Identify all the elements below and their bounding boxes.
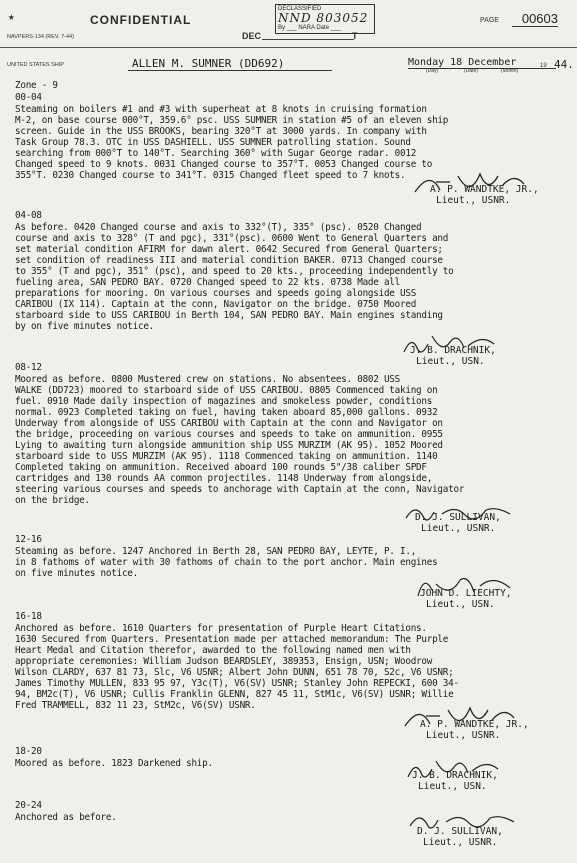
log-line: Anchored as before. 1610 Quarters for presentation of Purple Heart Citations.	[15, 623, 427, 634]
log-line: normal. 0923 Completed taking on fuel, having taken aboard 85,000 gallons. 0932	[15, 407, 438, 418]
log-line: Changed speed to 9 knots. 0031 Changed course to 357°T. 0053 Changed course to	[15, 159, 433, 170]
watch-header: 08-12	[15, 362, 42, 373]
log-line: set condition of readiness III and material condition BAKER. 0713 Changed course	[15, 255, 443, 266]
log-line: Underway from alongside of USS CARIBOU with Captain at the conn and Navigator on	[15, 418, 443, 429]
signature-rank: Lieut., USNR.	[426, 730, 501, 741]
log-line: Task Group 78.3. OTC in USS DASHIELL. USS SUMNER patrolling station. Sound	[15, 137, 411, 148]
watch-header: 20-24	[15, 800, 42, 811]
log-line: appropriate ceremonies: William Judson BEARDSLEY, 389353, Ensign, USN; Woodrow	[15, 656, 433, 667]
month-label: (Month)	[501, 68, 519, 74]
log-line: Completed taking on ammunition. Received aboard 100 rounds 5"/38 caliber SPDF	[15, 462, 427, 473]
signature-name: D. J. SULLIVAN,	[415, 512, 501, 523]
form-number: NAVPERS-134 (REV. 7-44)	[7, 34, 74, 40]
watch-header: 16-18	[15, 611, 42, 622]
signature-rank: Lieut., USNR.	[421, 523, 496, 534]
log-line: Steaming as before. 1247 Anchored in Berth 28, SAN PEDRO BAY, LEYTE, P. I.,	[15, 546, 417, 557]
log-line: on five minutes notice.	[15, 568, 138, 579]
watch-header: 18-20	[15, 746, 42, 757]
log-line: to 355° (T and pgc), 351° (psc), and speed to 20 kts., proceeding independently to	[15, 266, 454, 277]
signature-rank: Lieut., USN.	[426, 599, 495, 610]
log-line: course and axis to 328° (T and pgc), 331°(psc). 0600 Went to General Quarters and	[15, 233, 449, 244]
page-number: 00603	[512, 11, 558, 27]
log-line: in 8 fathoms of water with 30 fathoms of chain to the port anchor. Main engines	[15, 557, 438, 568]
log-line: CARIBOU (IX 114). Captain at the conn, Navigator on the bridge. 0750 Moored	[15, 299, 417, 310]
log-line: starboard side to USS MURZIM (AK 95). 1118 Commenced taking on ammunition. 1140	[15, 451, 438, 462]
dec-underline	[262, 39, 354, 40]
year-prefix: 19	[540, 63, 547, 69]
page-label: PAGE	[480, 17, 499, 24]
log-line: Anchored as before.	[15, 812, 117, 823]
signature-name: J. B. DRACHNIK,	[412, 770, 498, 781]
classification-label: CONFIDENTIAL	[90, 13, 192, 27]
signature-rank: Lieut., USN.	[416, 356, 485, 367]
log-line: Wilson CLARDY, 637 81 73, Slc, V6 USNR; Albert John DUNN, 651 78 70, S2c, V6 USNR;	[15, 667, 454, 678]
watch-header: 04-08	[15, 210, 42, 221]
signature-rank: Lieut., USN.	[418, 781, 487, 792]
log-line: fueling area, SAN PEDRO BAY. 0720 Changed speed to 22 kts. 0738 Made all	[15, 277, 400, 288]
log-line: set material condition AFIRM for dawn alert. 0642 Secured from General Quarters;	[15, 244, 443, 255]
log-line: Heart Medal and Citation therefor, awarded to the following named men with	[15, 645, 411, 656]
log-line: Fred TRAMMELL, 832 11 23, StM2c, V6(SV) USNR.	[15, 700, 256, 711]
signature-name: JOHN D. LIECHTY,	[420, 588, 512, 599]
ship-name: ALLEN M. SUMNER (DD692)	[128, 57, 332, 71]
signature-rank: Lieut., USNR.	[436, 195, 511, 206]
star-icon: ★	[8, 10, 15, 23]
ship-label: UNITED STATES SHIP	[7, 62, 64, 68]
log-line: 1630 Secured from Quarters. Presentation made per attached memorandum: The Purple	[15, 634, 449, 645]
log-line: screen. Guide in the USS BROOKS, bearing 320°T at 3000 yards. In company with	[15, 126, 427, 137]
log-line: James Timothy MULLEN, 833 95 97, Y3c(T), V6(SV) USNR; Stanley John REPECKI, 600 34-	[15, 678, 459, 689]
log-line: 355°T. 0230 Changed course to 341°T. 0315 Changed fleet speed to 7 knots.	[15, 170, 406, 181]
stamp-line-2: NND 803052	[278, 11, 369, 25]
t-suffix: T	[352, 31, 358, 41]
day-label: (Day)	[426, 68, 439, 74]
log-line: Steaming on boilers #1 and #3 with superheat at 8 knots in cruising formation	[15, 104, 427, 115]
header-rule	[0, 47, 577, 48]
signature-name: D. J. SULLIVAN,	[417, 826, 503, 837]
log-line: by on five minutes notice.	[15, 321, 155, 332]
stamp-line-1: DECLASSIFIED	[278, 6, 322, 12]
log-line: searching from 000°T to 140°T. Searching 360° with Sugar George radar. 0012	[15, 148, 417, 159]
log-line: steering various courses and speeds to anchorage with Captain at the conn, Navigator	[15, 484, 465, 495]
log-line: cartridges and 130 rounds AA common projectiles. 1148 Underway from alongside,	[15, 473, 433, 484]
signature-rank: Lieut., USNR.	[423, 837, 498, 848]
watch-header: 12-16	[15, 534, 42, 545]
log-line: on the bridge.	[15, 495, 90, 506]
log-line: WALKE (DD723) moored to starboard side of USS CARIBOU. 0805 Commenced taking on	[15, 385, 438, 396]
log-line: M-2, on base course 000°T, 359.6° psc. USS SUMNER in station #5 of an eleven ship	[15, 115, 449, 126]
log-line: starboard side to USS CARIBOU in Berth 104, SAN PEDRO BAY. Main engines standing	[15, 310, 443, 321]
stamp-line-3: By ___ NARA Date ___	[278, 25, 341, 31]
log-line: the bridge, proceeding on various courses and speeds to take on ammunition. 0955	[15, 429, 443, 440]
signature-name: J. B. DRACHNIK,	[410, 345, 496, 356]
log-line: Moored as before. 1823 Darkened ship.	[15, 758, 213, 769]
year: 44.	[554, 58, 574, 71]
log-date: Monday 18 December	[408, 57, 556, 69]
log-line: Moored as before. 0800 Mustered crew on stations. No absentees. 0802 USS	[15, 374, 400, 385]
log-line: As before. 0420 Changed course and axis to 332°(T), 335° (psc). 0520 Changed	[15, 222, 422, 233]
watch-header: 00-04	[15, 92, 42, 103]
signature-name: A. P. WANDTKE, JR.,	[420, 719, 529, 730]
log-line: preparations for mooring. On various courses and speeds going alongside USS	[15, 288, 417, 299]
declassification-stamp	[275, 4, 375, 34]
zone-line: Zone - 9	[15, 80, 58, 91]
date-label: (Date)	[464, 68, 478, 74]
dec-label: DEC	[242, 31, 262, 41]
log-line: Lying to awaiting turn alongside ammunition ship USS MURZIM (AK 95). 1052 Moored	[15, 440, 443, 451]
log-line: 94, BM2c(T), V6 USNR; Cullis Franklin GLENN, 827 45 11, StM1c, V6(SV) USNR; Willie	[15, 689, 454, 700]
log-line: fuel. 0910 Made daily inspection of magazines and smokeless powder, conditions	[15, 396, 433, 407]
signature-name: A. P. WANDTKE, JR.,	[430, 184, 539, 195]
